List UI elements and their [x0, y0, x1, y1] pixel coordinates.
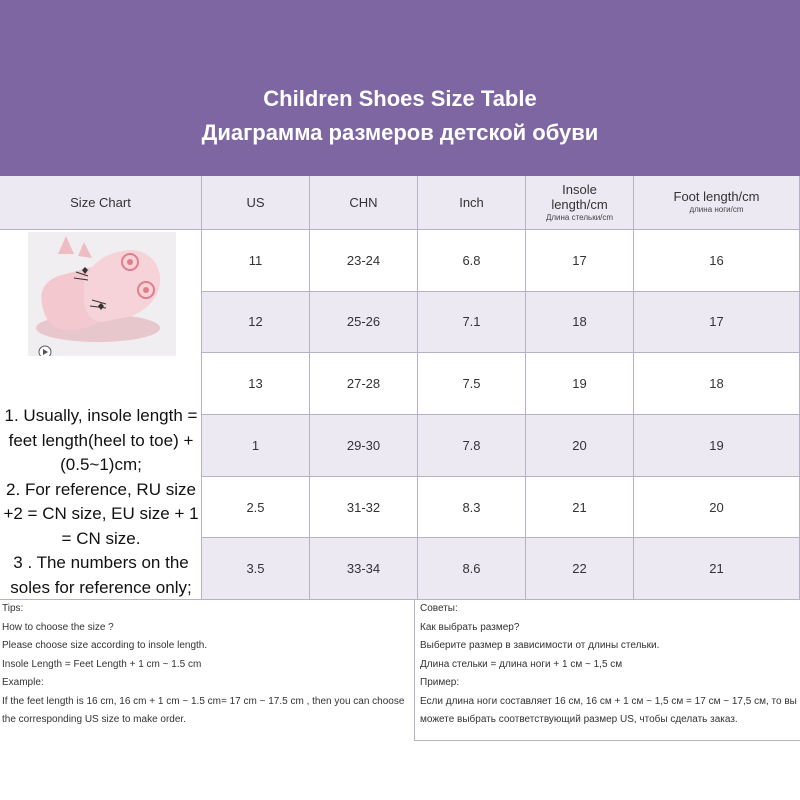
header-foot: Foot length/cm длина ноги/cm: [634, 176, 800, 230]
cell-foot: [634, 353, 800, 415]
cell-insole: [526, 477, 634, 539]
cell-us-value: 1: [251, 437, 260, 453]
note-3: 3 . The numbers on the soles for reference only;: [10, 553, 192, 597]
cell-foot: [634, 538, 800, 600]
tips-russian: Советы: Как выбрать размер? Выберите размер в зависимости от длины стельки. Длина стельки = длина ноги + 1 см ~ 1,5 см Пример: Если длина ноги составляет 16 см, 16 см + 1 см ~ 1,5 см = 17 см ~ 17,5 см, то вы можете выбрать соответствующий размер US, чтобы сделать заказ.: [420, 603, 797, 725]
cell-cn-value: 27-28: [346, 376, 381, 392]
tips-divider: [414, 600, 415, 740]
cell-cn-value: 31-32: [346, 499, 381, 515]
cell-inch-value: 7.1: [462, 314, 481, 330]
title-english: Children Shoes Size Table: [263, 86, 537, 111]
cell-foot-value: 16: [709, 252, 724, 268]
cell-us: [202, 230, 310, 292]
note-2: 2. For reference, RU size +2 = CN size, EU size + 1 = CN size.: [3, 479, 199, 548]
cell-insole: [526, 292, 634, 354]
cell-us-value: 3.5: [246, 561, 265, 577]
cell-cn: [310, 538, 418, 600]
cell-insole: [526, 230, 634, 292]
cell-foot-value: 17: [709, 314, 724, 330]
slipper-illustration: [28, 232, 176, 356]
cell-inch: [418, 292, 526, 354]
cell-inch: [418, 353, 526, 415]
cell-inch: [418, 538, 526, 600]
cell-insole: [526, 538, 634, 600]
cell-inch: [418, 477, 526, 539]
cell-insole-value: 21: [572, 499, 587, 515]
cell-foot-value: 18: [709, 376, 724, 392]
cell-inch: [418, 230, 526, 292]
header-size-chart: Size Chart: [0, 176, 202, 230]
cell-us: [202, 353, 310, 415]
cell-foot: [634, 230, 800, 292]
cell-us-value: 2.5: [246, 499, 265, 515]
cell-inch-value: 7.5: [462, 376, 481, 392]
cell-cn: [310, 353, 418, 415]
note-1: 1. Usually, insole length = feet length(heel to toe) + (0.5~1)cm;: [4, 406, 198, 474]
cell-foot: [634, 292, 800, 354]
cell-cn-value: 33-34: [346, 561, 381, 577]
cell-insole-value: 22: [572, 561, 587, 577]
cell-insole: [526, 353, 634, 415]
cell-foot-value: 19: [709, 437, 724, 453]
header-insole: Insole length/cm Длина стельки/cm: [526, 176, 634, 230]
cell-cn: [310, 477, 418, 539]
cell-cn-value: 29-30: [346, 437, 381, 453]
cell-foot: [634, 415, 800, 477]
cell-insole-value: 17: [572, 252, 587, 268]
cell-insole-value: 18: [572, 314, 587, 330]
cell-inch-value: 8.3: [462, 499, 481, 515]
cell-insole-value: 20: [572, 437, 587, 453]
header-us: US: [202, 176, 310, 230]
cell-cn: [310, 292, 418, 354]
cell-inch-value: 7.8: [462, 437, 481, 453]
tips-english: Tips: How to choose the size ? Please choose size according to insole length. Insole Length = Feet Length + 1 cm ~ 1.5 cm Example: If the feet length is 16 cm, 16 cm + 1 cm ~ 1.5 cm= 17 cm ~ 17.5 cm , then you can choose the corresponding US size to make order.: [2, 603, 405, 725]
cell-foot-value: 21: [709, 561, 724, 577]
size-notes: [0, 404, 202, 600]
cell-inch-value: 8.6: [462, 561, 481, 577]
cell-cn: [310, 415, 418, 477]
cell-us-value: 11: [248, 252, 263, 268]
cell-us: [202, 477, 310, 539]
cell-us-value: 13: [248, 376, 263, 392]
cell-us: [202, 538, 310, 600]
cell-foot: [634, 477, 800, 539]
cell-inch: [418, 415, 526, 477]
cell-us-value: 12: [248, 314, 263, 330]
cell-inch-value: 6.8: [462, 252, 481, 268]
cell-cn-value: 23-24: [346, 252, 381, 268]
kids-slipper-product-image: [28, 232, 176, 356]
header-cn: CHN: [310, 176, 418, 230]
page-header: [0, 0, 800, 176]
cell-us: [202, 415, 310, 477]
cell-cn: [310, 230, 418, 292]
cell-insole-value: 19: [572, 376, 587, 392]
cell-insole: [526, 415, 634, 477]
title-russian: Диаграмма размеров детской обуви: [201, 120, 599, 145]
cell-cn-value: 25-26: [346, 314, 381, 330]
header-inch: Inch: [418, 176, 526, 230]
cell-us: [202, 292, 310, 354]
cell-foot-value: 20: [709, 499, 724, 515]
tips-bottom-line: [414, 740, 800, 741]
